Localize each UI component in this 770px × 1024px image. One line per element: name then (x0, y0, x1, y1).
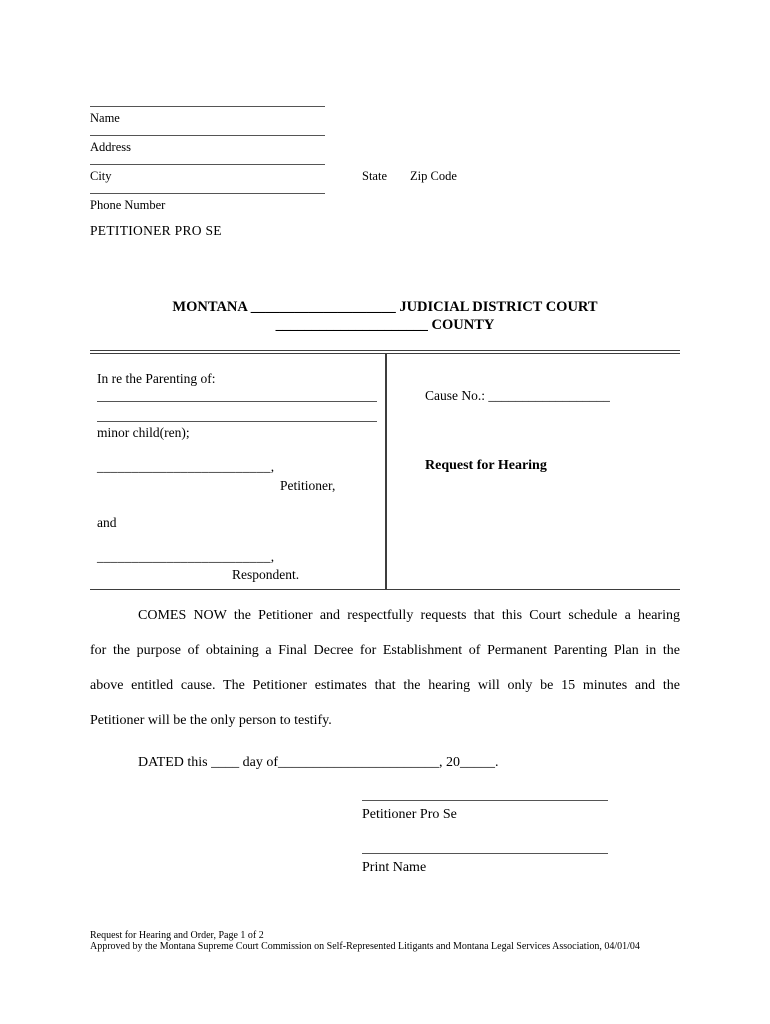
city-state-zip-field (90, 164, 457, 193)
phone-label: Phone Number (90, 198, 166, 212)
minor-children-label: minor child(ren); (97, 425, 190, 440)
dated-year-blank[interactable]: _____ (460, 755, 496, 770)
petitioner-label: Petitioner, (280, 478, 336, 493)
paragraph-line: COMES NOW the Petitioner and respectfully requests that this Court schedule a hearing (138, 608, 680, 623)
document-title: Request for Hearing (425, 458, 547, 473)
and-label: and (97, 515, 117, 530)
city-label: City (90, 169, 112, 183)
in-re-label: In re the Parenting of: (97, 371, 216, 386)
child-name-line-1[interactable] (97, 401, 377, 402)
name-label: Name (90, 111, 120, 125)
phone-field (90, 193, 325, 222)
dated-mid: day of (239, 755, 279, 770)
county-label: COUNTY (427, 316, 495, 333)
dated-month-blank[interactable]: _______________________ (278, 755, 440, 770)
state-label: State (362, 169, 387, 183)
signature-block (362, 800, 608, 876)
paragraph-line: above entitled cause. The Petitioner estimates that the hearing will only be 15 minutes and the (90, 678, 680, 693)
court-title-line1 (90, 299, 680, 317)
dated-suffix: . (495, 755, 499, 770)
footer-approval-info: Approved by the Montana Supreme Court Commission on Self-Represented Litigants and Montana Legal Services Association, 04/01/04 (90, 941, 640, 952)
dated-line (90, 745, 680, 780)
petitioner-name-blank[interactable]: _________________________, (97, 459, 275, 474)
cause-no-label: Cause No.: (425, 388, 489, 403)
dated-year-prefix: , 20 (439, 755, 461, 770)
court-title (90, 299, 680, 334)
court-title-montana: MONTANA (172, 299, 251, 315)
zip-code-label: Zip Code (410, 169, 457, 183)
petitioner-contact-block (90, 106, 457, 239)
cause-no-line (425, 387, 680, 404)
address-label: Address (90, 140, 131, 154)
court-title-suffix: JUDICIAL DISTRICT COURT (395, 299, 598, 315)
signature-label: Petitioner Pro Se (362, 807, 457, 822)
caption-parties-cell (90, 354, 385, 589)
respondent-name-blank[interactable]: _________________________, (97, 549, 275, 564)
county-name-blank[interactable]: _____________________ (275, 316, 428, 333)
body-paragraph (90, 598, 680, 738)
respondent-label: Respondent. (232, 567, 300, 582)
footer-page-info: Request for Hearing and Order, Page 1 of 2 (90, 930, 264, 941)
address-field (90, 135, 325, 164)
court-title-line2 (90, 317, 680, 335)
child-name-line-2[interactable] (97, 421, 377, 422)
print-name-label: Print Name (362, 860, 427, 875)
dated-day-blank[interactable]: ____ (211, 755, 240, 770)
dated-prefix: DATED this (138, 755, 212, 770)
case-caption-box (90, 350, 680, 590)
name-field (90, 106, 325, 135)
caption-case-info-cell (387, 354, 680, 589)
case-caption-row (90, 354, 680, 589)
page-footer (90, 930, 710, 952)
paragraph-line: Petitioner will be the only person to testify. (90, 713, 332, 728)
petitioner-pro-se-heading: PETITIONER PRO SE (90, 223, 222, 238)
district-number-blank[interactable]: ____________________ (250, 299, 396, 315)
paragraph-line: for the purpose of obtaining a Final Decree for Establishment of Permanent Parenting Plan in the (90, 643, 680, 658)
cause-no-blank[interactable]: __________________ (488, 388, 610, 403)
